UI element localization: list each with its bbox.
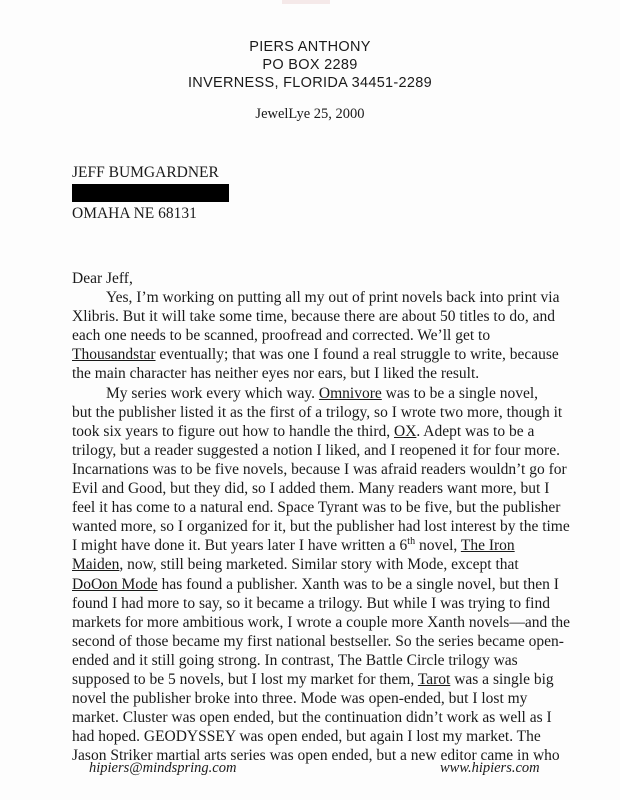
body-text: , now, still being marketed. Similar story with Mode, except that <box>119 556 519 574</box>
body-text: novel, <box>415 537 461 555</box>
body-line: wanted more, so I organized for it, but the publisher had lost interest by the time <box>72 518 570 536</box>
body-text: was to be a single novel, <box>381 384 539 402</box>
redacted-street <box>72 184 229 202</box>
body-line: trilogy, but a reader suggested a notion I liked, and I reopened it for four more. <box>72 441 560 459</box>
body-text: has found a publisher. Xanth was to be a single novel, but then I <box>157 575 559 593</box>
book-title: DoOon Mode <box>72 575 158 593</box>
letter-date: JewelLye 25, 2000 <box>255 106 365 122</box>
recipient-name: JEFF BUMGARDNER <box>72 164 219 181</box>
body-line <box>72 555 592 574</box>
body-line: each one needs to be scanned, proofread and corrected. We’ll get to <box>72 327 491 345</box>
body-text: I might have done it. But years later I have written a 6 <box>72 537 408 555</box>
book-title: Tarot <box>417 670 451 688</box>
sender-po-box: PO BOX 2289 <box>262 57 358 73</box>
body-line: novel the publisher broke into three. Mode was open-ended, but I lost my <box>72 690 528 708</box>
book-title: OX <box>394 422 417 440</box>
recipient-city: OMAHA NE 68131 <box>72 205 197 222</box>
salutation: Dear Jeff, <box>72 270 133 287</box>
letterhead <box>0 38 620 92</box>
body-line: second of those became my first national bestseller. So the series became open- <box>72 632 564 650</box>
body-text: was a single big <box>450 670 554 688</box>
body-line: the main character has neither eyes nor ears, but I liked the result. <box>72 365 480 383</box>
recipient-address <box>72 163 229 224</box>
book-title: The Iron <box>460 537 515 555</box>
body-line: had hoped. GEODYSSEY was open ended, but again I lost my market. The <box>72 728 541 746</box>
body-line <box>72 345 592 364</box>
book-title: Omnivore <box>318 384 382 402</box>
body-line: markets for more ambitious work, I wrote a couple more Xanth novels—and the <box>72 613 571 631</box>
body-line: market. Cluster was open ended, but the continuation didn’t work as well as I <box>72 709 552 727</box>
sender-city: INVERNESS, FLORIDA 34451-2289 <box>187 75 433 91</box>
footer-email: hipiers@mindspring.com <box>89 760 237 776</box>
body-line: Incarnations was to be five novels, because I was afraid readers wouldn’t go for <box>72 460 567 478</box>
body-line <box>72 536 592 555</box>
body-line: feel it has come to a natural end. Space Tyrant was to be five, but the publisher <box>72 499 561 517</box>
body-line: found I had more to say, so it became a trilogy. But while I was trying to find <box>72 594 550 612</box>
body-line: Evil and Good, but they did, so I added them. Many readers want more, but I <box>72 480 550 498</box>
body-line <box>72 670 592 689</box>
body-text: eventually; that was one I found a real struggle to write, because <box>155 346 559 364</box>
body-text: supposed to be 5 novels, but I lost my market for them, <box>72 670 418 688</box>
book-title: Thousandstar <box>72 346 156 364</box>
body-line: but the publisher listed it as the first of a trilogy, so I wrote two more, though it <box>72 403 563 421</box>
book-title: Maiden <box>72 556 120 574</box>
body-line <box>72 575 592 594</box>
body-text: My series work every which way. <box>106 384 319 402</box>
body-line: Yes, I’m working on putting all my out of print novels back into print via <box>106 289 560 307</box>
paper-mark <box>282 0 330 4</box>
body-line: ended and it still going strong. In contrast, The Battle Circle trilogy was <box>72 651 518 669</box>
sender-name: PIERS ANTHONY <box>249 39 371 55</box>
ordinal-suffix: th <box>407 536 416 548</box>
body-line: Xlibris. But it will take some time, because there are about 50 titles to do, and <box>72 308 555 326</box>
footer-website: www.hipiers.com <box>440 760 540 776</box>
body-text: . Adept was to be a <box>416 422 535 440</box>
body-line <box>72 384 592 403</box>
body-line: Jason Striker martial arts series was open ended, but a new editor came in who <box>72 747 560 765</box>
letter-body <box>72 269 592 765</box>
body-line <box>72 422 592 441</box>
body-text: took six years to figure out how to handle the third, <box>72 422 394 440</box>
